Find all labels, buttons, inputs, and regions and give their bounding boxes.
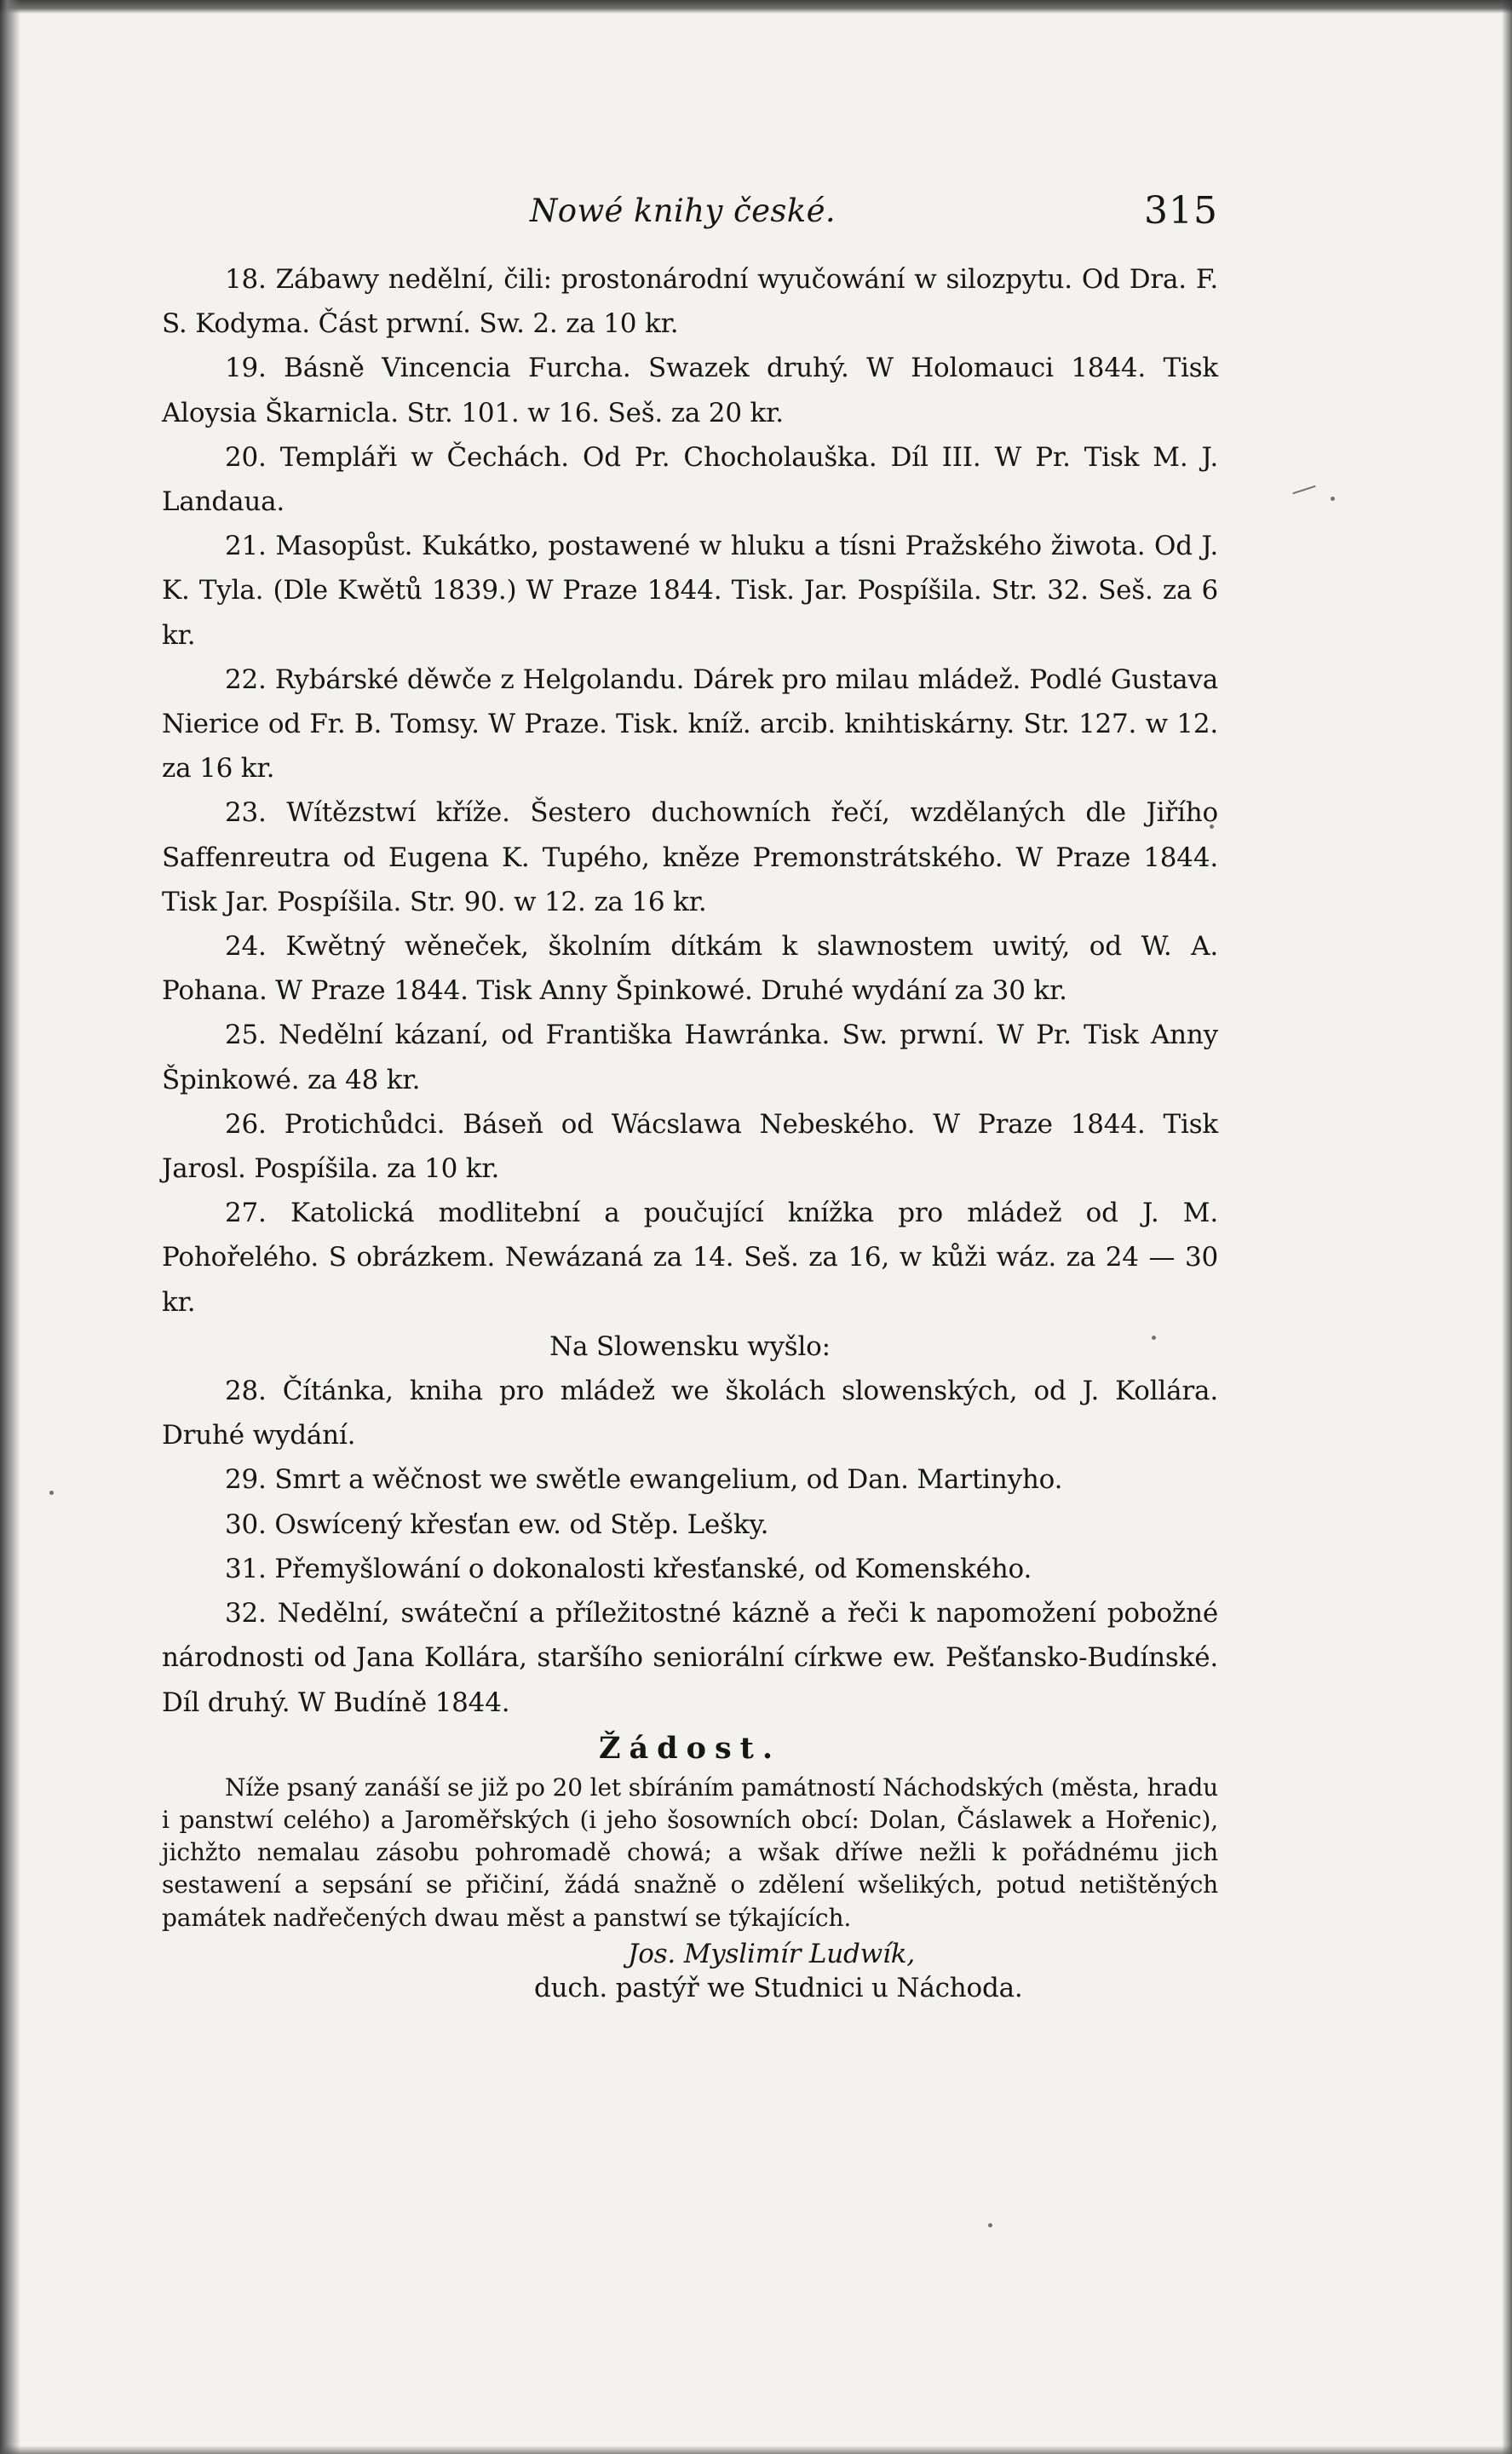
scan-speck bbox=[49, 1491, 54, 1495]
body-text bbox=[162, 257, 1218, 2010]
slovak-entry-28: 28. Čítánka, kniha pro mládež we školách slowenských, od J. Kollára. Druhé wydání. bbox=[162, 1376, 1218, 1451]
running-head: Nowé knihy české. bbox=[530, 193, 836, 229]
slovak-entry-31: 31. Přemyšlowání o dokonalosti křesťanské, od Komenského. bbox=[225, 1553, 1032, 1584]
slovak-entry-29: 29. Smrt a wěčnost we swětle ewangelium, od Dan. Martinyho. bbox=[225, 1464, 1063, 1496]
scan-shadow-bottom bbox=[0, 2445, 1512, 2454]
book-entry-24: 24. Kwětný wěneček, školním dítkám k slawnostem uwitý, od W. A. Pohana. W Praze 1844. Tisk Anny Špinkowé. Druhé wydání za 30 kr. bbox=[162, 931, 1218, 1007]
book-entry-22: 22. Rybárské děwče z Helgolandu. Dárek pro milau mládež. Podlé Gustava Nierice od Fr. B. Tomsy. W Praze. Tisk. kníž. arcib. knihtiskárny. Str. 127. w 12. za 16 kr. bbox=[162, 664, 1218, 784]
slovak-entry-32: 32. Nedělní, swáteční a příležitostné kázně a řeči k napomožení pobožné národnosti od Jana Kollára, staršího seniorální církwe ew. Pešťansko-Budínské. Díl druhý. W Budíně 1844. bbox=[162, 1598, 1218, 1718]
scan-shadow-top bbox=[0, 0, 1512, 14]
book-entry-18: 18. Zábawy nedělní, čili: prostonárodní wyučowání w silozpytu. Od Dra. F. S. Kodyma. Část prwní. Sw. 2. za 10 kr. bbox=[162, 264, 1218, 340]
book-entry-23: 23. Wítězstwí kříže. Šestero duchowních řečí, wzdělaných dle Jiřího Saffenreutra od Eugena K. Tupého, kněze Premonstrátského. W Praze 1844. Tisk Jar. Pospíšila. Str. 90. w 12. za 16 kr. bbox=[162, 797, 1218, 917]
page-header bbox=[162, 189, 1218, 240]
book-entry-20: 20. Templáři w Čechách. Od Pr. Chocholauška. Díl III. W Pr. Tisk M. J. Landaua. bbox=[162, 441, 1218, 518]
request-text: Níže psaný zanáší se již po 20 let sbíráním památností Náchodských (města, hradu i panstwí celého) a Jaroměřských (i jeho šosowních obcí: Dolan, Čáslawek a Hořenic), jichžto nemalau zásobu pohromadě chowá; a wšak dříwe nežli k pořádnému jich sestawení a sepsání se přičiní, žádá snažně o zdělení wšelikých, potud netištěných památek nadřečených dwau měst a panstwí se týkajících. bbox=[162, 1773, 1218, 1932]
book-entry-25: 25. Nedělní kázaní, od Františka Hawránka. Sw. prwní. W Pr. Tisk Anny Špinkowé. za 48 kr. bbox=[162, 1020, 1218, 1095]
scan-speck bbox=[1331, 497, 1335, 501]
scan-shadow-left bbox=[0, 0, 20, 2454]
request-title: Žádost. bbox=[598, 1730, 782, 1766]
signature-role: duch. pastýř we Studnici u Náchoda. bbox=[534, 1972, 1023, 2003]
scan-speck bbox=[988, 2223, 992, 2227]
book-entry-19: 19. Básně Vincencia Furcha. Swazek druhý. W Holomauci 1844. Tisk Aloysia Škarnicla. Str. 101. w 16. Seš. za 20 kr. bbox=[162, 353, 1218, 428]
slovak-entry-30: 30. Oswícený křesťan ew. od Stěp. Lešky. bbox=[225, 1509, 769, 1540]
scan-shadow-right bbox=[1502, 0, 1512, 2454]
book-entry-21: 21. Masopůst. Kukátko, postawené w hluku a tísni Pražského žiwota. Od J. K. Tyla. (Dle Kwětů 1839.) W Praze 1844. Tisk. Jar. Pospíšila. Str. 32. Seš. za 6 kr. bbox=[162, 531, 1218, 651]
slovak-section-heading: Na Slowensku wyšlo: bbox=[549, 1330, 831, 1362]
signature-name: Jos. Myslimír Ludwík, bbox=[628, 1938, 915, 1969]
signature-block bbox=[162, 1937, 1218, 2010]
scan-mark bbox=[1292, 486, 1315, 495]
book-entry-26: 26. Protichůdci. Báseň od Wácslawa Nebeského. W Praze 1844. Tisk Jarosl. Pospíšila. za 10 kr. bbox=[162, 1108, 1218, 1185]
book-entry-27: 27. Katolická modlitební a poučující knížka pro mládež od J. M. Pohořelého. S obrázkem. Newázaná za 14. Seš. za 16, w kůži wáz. za 24 — 30 kr. bbox=[162, 1198, 1218, 1318]
page-number: 315 bbox=[1144, 189, 1218, 233]
